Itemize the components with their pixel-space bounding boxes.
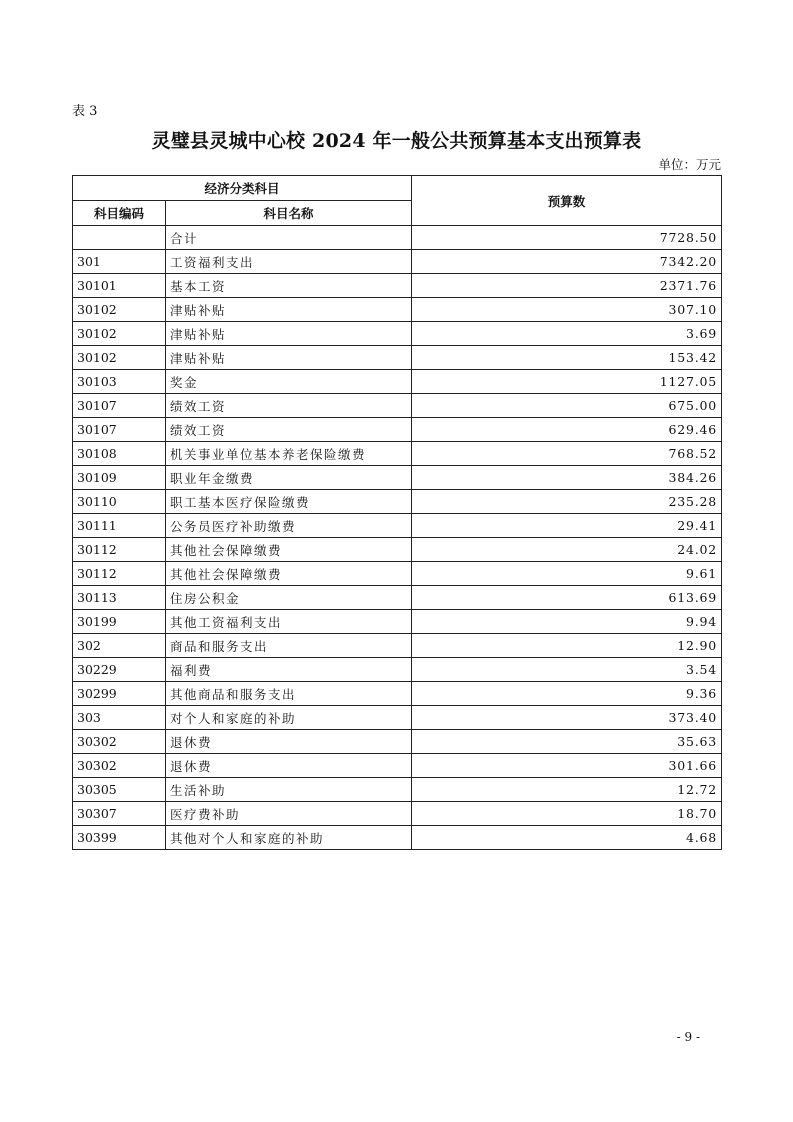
subject-code-cell: 30107: [73, 394, 166, 418]
subject-name-cell: 福利费: [166, 658, 412, 682]
subject-name-cell: 津贴补贴: [166, 298, 412, 322]
subject-code-cell: 30113: [73, 586, 166, 610]
table-row: [73, 682, 722, 706]
table-header: [73, 176, 722, 226]
table-row: [73, 826, 722, 850]
subject-name-cell: 奖金: [166, 370, 412, 394]
subject-name-cell: 住房公积金: [166, 586, 412, 610]
subject-code-cell: 30112: [73, 562, 166, 586]
subject-code-cell: 30109: [73, 466, 166, 490]
budget-amount-cell: 301.66: [412, 754, 722, 778]
subject-name-cell: 退休费: [166, 754, 412, 778]
table-row: [73, 394, 722, 418]
subject-name-cell: 工资福利支出: [166, 250, 412, 274]
subject-name-cell: 职工基本医疗保险缴费: [166, 490, 412, 514]
subject-code-cell: 30102: [73, 322, 166, 346]
subject-code-cell: 30102: [73, 298, 166, 322]
subject-code-cell: 30307: [73, 802, 166, 826]
budget-amount-cell: 153.42: [412, 346, 722, 370]
budget-table: [72, 175, 722, 850]
budget-amount-cell: 629.46: [412, 418, 722, 442]
table-label: 表 3: [72, 104, 98, 119]
table-row: [73, 634, 722, 658]
budget-amount-cell: 12.72: [412, 778, 722, 802]
subject-name-cell: 职业年金缴费: [166, 466, 412, 490]
table-row: [73, 538, 722, 562]
header-subject-name: 科目名称: [166, 201, 412, 226]
subject-name-cell: 公务员医疗补助缴费: [166, 514, 412, 538]
subject-name-cell: 基本工资: [166, 274, 412, 298]
subject-code-cell: 30399: [73, 826, 166, 850]
subject-code-cell: 30299: [73, 682, 166, 706]
page-number: - 9 -: [676, 1030, 700, 1044]
budget-amount-cell: 4.68: [412, 826, 722, 850]
budget-amount-cell: 373.40: [412, 706, 722, 730]
budget-amount-cell: 768.52: [412, 442, 722, 466]
header-subject-code: 科目编码: [73, 201, 166, 226]
subject-code-cell: 30101: [73, 274, 166, 298]
table-row: [73, 490, 722, 514]
table-row: [73, 730, 722, 754]
subject-code-cell: 302: [73, 634, 166, 658]
table-row: [73, 370, 722, 394]
table-row: [73, 418, 722, 442]
subject-name-cell: 津贴补贴: [166, 322, 412, 346]
table-row: [73, 706, 722, 730]
header-economic-category: 经济分类科目: [73, 176, 412, 201]
subject-code-cell: 30108: [73, 442, 166, 466]
budget-amount-cell: 613.69: [412, 586, 722, 610]
table-row: [73, 658, 722, 682]
subject-name-cell: 绩效工资: [166, 418, 412, 442]
subject-name-cell: 医疗费补助: [166, 802, 412, 826]
subject-code-cell: 30110: [73, 490, 166, 514]
subject-code-cell: 30107: [73, 418, 166, 442]
subject-code-cell: 30302: [73, 754, 166, 778]
budget-amount-cell: 1127.05: [412, 370, 722, 394]
budget-amount-cell: 29.41: [412, 514, 722, 538]
table-row: [73, 322, 722, 346]
budget-amount-cell: 3.54: [412, 658, 722, 682]
table-row: [73, 442, 722, 466]
budget-amount-cell: 9.94: [412, 610, 722, 634]
subject-code-cell: 303: [73, 706, 166, 730]
table-row: [73, 562, 722, 586]
subject-name-cell: 合计: [166, 226, 412, 250]
budget-amount-cell: 3.69: [412, 322, 722, 346]
table-row: [73, 754, 722, 778]
table-row: [73, 226, 722, 250]
subject-name-cell: 其他社会保障缴费: [166, 538, 412, 562]
table-row: [73, 298, 722, 322]
subject-code-cell: 30103: [73, 370, 166, 394]
table-row: [73, 778, 722, 802]
budget-amount-cell: 2371.76: [412, 274, 722, 298]
budget-amount-cell: 7342.20: [412, 250, 722, 274]
subject-code-cell: 30302: [73, 730, 166, 754]
table-row: [73, 514, 722, 538]
subject-name-cell: 其他商品和服务支出: [166, 682, 412, 706]
subject-name-cell: 其他工资福利支出: [166, 610, 412, 634]
table-row: [73, 466, 722, 490]
budget-amount-cell: 307.10: [412, 298, 722, 322]
table-row: [73, 250, 722, 274]
subject-code-cell: 30111: [73, 514, 166, 538]
subject-code-cell: [73, 226, 166, 250]
table-body: [73, 226, 722, 850]
subject-code-cell: 301: [73, 250, 166, 274]
table-row: [73, 586, 722, 610]
subject-name-cell: 绩效工资: [166, 394, 412, 418]
subject-name-cell: 退休费: [166, 730, 412, 754]
table-row: [73, 274, 722, 298]
budget-amount-cell: 235.28: [412, 490, 722, 514]
budget-amount-cell: 9.61: [412, 562, 722, 586]
subject-name-cell: 机关事业单位基本养老保险缴费: [166, 442, 412, 466]
table-row: [73, 610, 722, 634]
budget-amount-cell: 12.90: [412, 634, 722, 658]
subject-code-cell: 30199: [73, 610, 166, 634]
subject-code-cell: 30112: [73, 538, 166, 562]
subject-code-cell: 30229: [73, 658, 166, 682]
budget-amount-cell: 7728.50: [412, 226, 722, 250]
budget-amount-cell: 24.02: [412, 538, 722, 562]
subject-name-cell: 商品和服务支出: [166, 634, 412, 658]
subject-name-cell: 其他对个人和家庭的补助: [166, 826, 412, 850]
unit-label: 单位：万元: [658, 157, 721, 172]
budget-amount-cell: 18.70: [412, 802, 722, 826]
budget-amount-cell: 384.26: [412, 466, 722, 490]
budget-amount-cell: 9.36: [412, 682, 722, 706]
document-title: 灵璧县灵城中心校 2024 年一般公共预算基本支出预算表: [151, 130, 642, 152]
subject-code-cell: 30102: [73, 346, 166, 370]
header-budget-amount: 预算数: [412, 176, 722, 226]
budget-amount-cell: 675.00: [412, 394, 722, 418]
subject-name-cell: 生活补助: [166, 778, 412, 802]
subject-name-cell: 对个人和家庭的补助: [166, 706, 412, 730]
budget-amount-cell: 35.63: [412, 730, 722, 754]
table-row: [73, 346, 722, 370]
subject-name-cell: 津贴补贴: [166, 346, 412, 370]
table-row: [73, 802, 722, 826]
subject-name-cell: 其他社会保障缴费: [166, 562, 412, 586]
subject-code-cell: 30305: [73, 778, 166, 802]
